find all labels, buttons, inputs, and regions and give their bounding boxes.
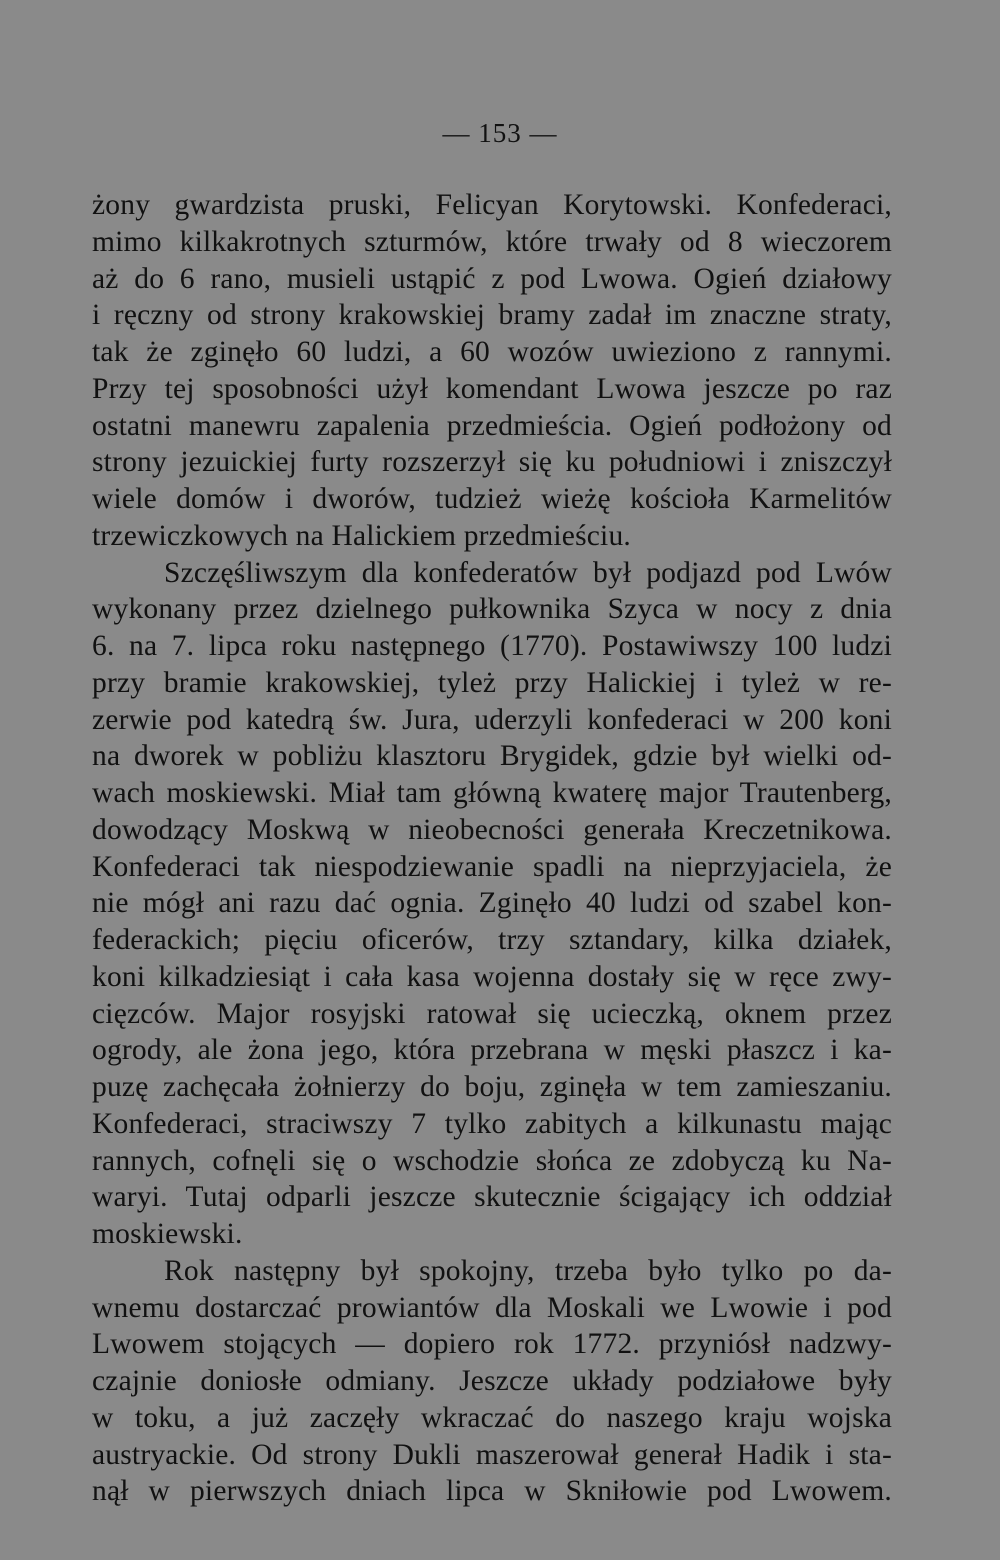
- text-line: Konfederaci, straciwszy 7 tylko zabitych a kilkunastu mając: [92, 1107, 892, 1140]
- text-line: koni kilkadziesiąt i cała kasa wojenna dostały się w ręce zwy-: [92, 960, 892, 993]
- text-line: ogrody, ale żona jego, która przebrana w męski płaszcz i ka-: [92, 1034, 892, 1067]
- text-line: wach moskiewski. Miał tam główną kwaterę major Trautenberg,: [92, 777, 892, 809]
- text-line: cięzców. Major rosyjski ratował się ucieczką, oknem przez: [92, 997, 892, 1030]
- text-line: w toku, a już zaczęły wkraczać do naszego kraju wojska: [92, 1401, 892, 1434]
- text-line: Przy tej sposobności użył komendant Lwowa jeszcze po raz: [92, 372, 892, 405]
- text-line: czajnie doniosłe odmiany. Jeszcze układy podziałowe były: [92, 1365, 892, 1397]
- text-line: trzewiczkowych na Halickiem przedmieściu.: [92, 519, 631, 552]
- text-line: moskiewski.: [92, 1218, 243, 1250]
- text-line: Konfederaci tak niespodziewanie spadli na nieprzyjaciela, że: [92, 850, 892, 883]
- text-line: Lwowem stojących — dopiero rok 1772. przyniósł nadzwy-: [92, 1328, 892, 1361]
- text-line: 6. na 7. lipca roku następnego (1770). Postawiwszy 100 ludzi: [92, 630, 892, 662]
- text-line: nął w pierwszych dniach lipca w Skniłowie pod Lwowem.: [92, 1475, 892, 1508]
- text-line: dowodzący Moskwą w nieobecności generała Kreczetnikowa.: [92, 813, 892, 846]
- text-line: na dworek w pobliżu klasztoru Brygidek, gdzie był wielki od-: [92, 740, 892, 773]
- paragraph-start-line: Szczęśliwszym dla konfederatów był podjazd pod Lwów: [164, 556, 892, 589]
- body-text: [92, 187, 892, 1510]
- text-line: rannych, cofnęli się o wschodzie słońca ze zdobyczą ku Na-: [92, 1144, 892, 1177]
- page-number: — 153 —: [442, 118, 558, 148]
- text-line: wykonany przez dzielnego pułkownika Szyca w nocy z dnia: [92, 593, 892, 626]
- text-line: nie mógł ani razu dać ognia. Zginęło 40 ludzi od szabel kon-: [92, 887, 892, 920]
- text-line: puzę zachęcała żołnierzy do boju, zginęła w tem zamieszaniu.: [92, 1071, 892, 1103]
- text-line: tak że zginęło 60 ludzi, a 60 wozów uwieziono z rannymi.: [92, 336, 892, 368]
- text-line: wnemu dostarczać prowiantów dla Moskali we Lwowie i pod: [92, 1291, 892, 1324]
- text-line: austryackie. Od strony Dukli maszerował generał Hadik i sta-: [92, 1438, 892, 1471]
- text-line: strony jezuickiej furty rozszerzył się ku południowi i zniszczył: [92, 446, 892, 479]
- text-line: i ręczny od strony krakowskiej bramy zadał im znaczne straty,: [92, 299, 892, 332]
- text-line: ostatni manewru zapalenia przedmieścia. Ogień podłożony od: [92, 409, 892, 442]
- text-line: mimo kilkakrotnych szturmów, które trwały od 8 wieczorem: [92, 225, 892, 258]
- text-line: żony gwardzista pruski, Felicyan Korytowski. Konfederaci,: [92, 189, 892, 221]
- text-line: federackich; pięciu oficerów, trzy sztandary, kilka działek,: [92, 924, 892, 956]
- text-line: aż do 6 rano, musieli ustąpić z pod Lwowa. Ogień działowy: [92, 262, 892, 295]
- text-line: przy bramie krakowskiej, tyleż przy Halickiej i tyleż w re-: [92, 666, 892, 699]
- text-line: waryi. Tutaj odparli jeszcze skutecznie ścigający ich oddział: [92, 1181, 892, 1214]
- paragraph-start-line: Rok następny był spokojny, trzeba było tylko po da-: [164, 1254, 892, 1287]
- text-line: wiele domów i dworów, tudzież wieżę kościoła Karmelitów: [92, 483, 892, 515]
- text-line: zerwie pod katedrą św. Jura, uderzyli konfederaci w 200 koni: [92, 703, 892, 736]
